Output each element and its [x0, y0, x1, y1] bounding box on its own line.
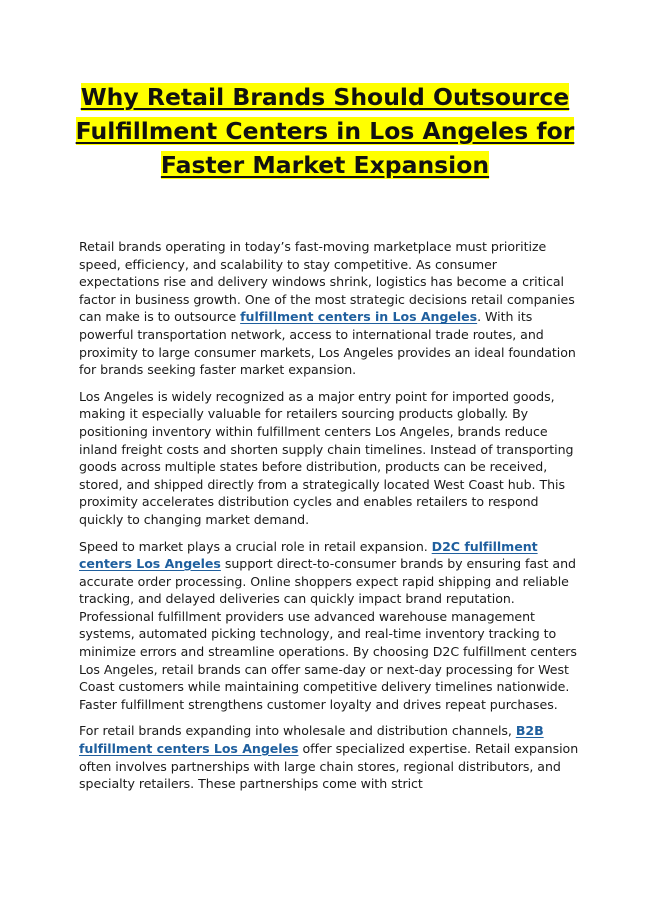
paragraph-3-text-before: Speed to market plays a crucial role in retail expansion.	[79, 538, 432, 554]
document-body	[79, 238, 579, 802]
document-title	[60, 80, 590, 182]
paragraph-4-text-after: offer specialized expertise. Retail expansion often involves partnerships with large chain stores, regional distributors, and specialty retailers. These partnerships come with strict	[79, 741, 579, 792]
paragraph-4-text-before: For retail brands expanding into wholesale and distribution channels,	[79, 723, 516, 739]
paragraph-1	[79, 238, 579, 379]
paragraph-1-text-after: . With its powerful transportation network, access to international trade routes, and proximity to large consumer markets, Los Angeles provides an ideal foundation for brands seeking faster market expansion.	[79, 309, 576, 378]
b2b-fulfillment-centers-link[interactable]: B2B fulfillment centers Los Angeles	[79, 723, 544, 757]
fulfillment-centers-los-angeles-link[interactable]: fulfillment centers in Los Angeles	[240, 309, 478, 325]
paragraph-3	[79, 538, 579, 714]
paragraph-1-text-before: Retail brands operating in today’s fast-moving marketplace must prioritize speed, efficiency, and scalability to stay competitive. As consumer expectations rise and delivery windows shrink, logistics has become a critical factor in business growth. One of the most strategic decisions retail companies can make is to outsource	[79, 239, 575, 325]
paragraph-4	[79, 722, 579, 792]
paragraph-3-text-after: support direct-to-consumer brands by ensuring fast and accurate order processing. Online shoppers expect rapid shipping and reliable tracking, and delayed deliveries can quickly impact brand reputation. Professional fulfillment providers use advanced warehouse management systems, automated picking technology, and real-time inventory tracking to minimize errors and streamline operations. By choosing D2C fulfillment centers Los Angeles, retail brands can offer same-day or next-day processing for West Coast customers while maintaining competitive delivery timelines nationwide. Faster fulfillment strengthens customer loyalty and drives repeat purchases.	[79, 556, 577, 712]
document-title-text: Why Retail Brands Should Outsource Fulfillment Centers in Los Angeles for Faster Market Expansion	[75, 83, 575, 179]
paragraph-2: Los Angeles is widely recognized as a major entry point for imported goods, making it especially valuable for retailers sourcing products globally. By positioning inventory within fulfillment centers Los Angeles, brands reduce inland freight costs and shorten supply chain timelines. Instead of transporting goods across multiple states before distribution, products can be received, stored, and shipped directly from a strategically located West Coast hub. This proximity accelerates distribution cycles and enables retailers to respond quickly to changing market demand.	[79, 388, 574, 527]
d2c-fulfillment-centers-link[interactable]: D2C fulfillment centers Los Angeles	[79, 538, 538, 572]
